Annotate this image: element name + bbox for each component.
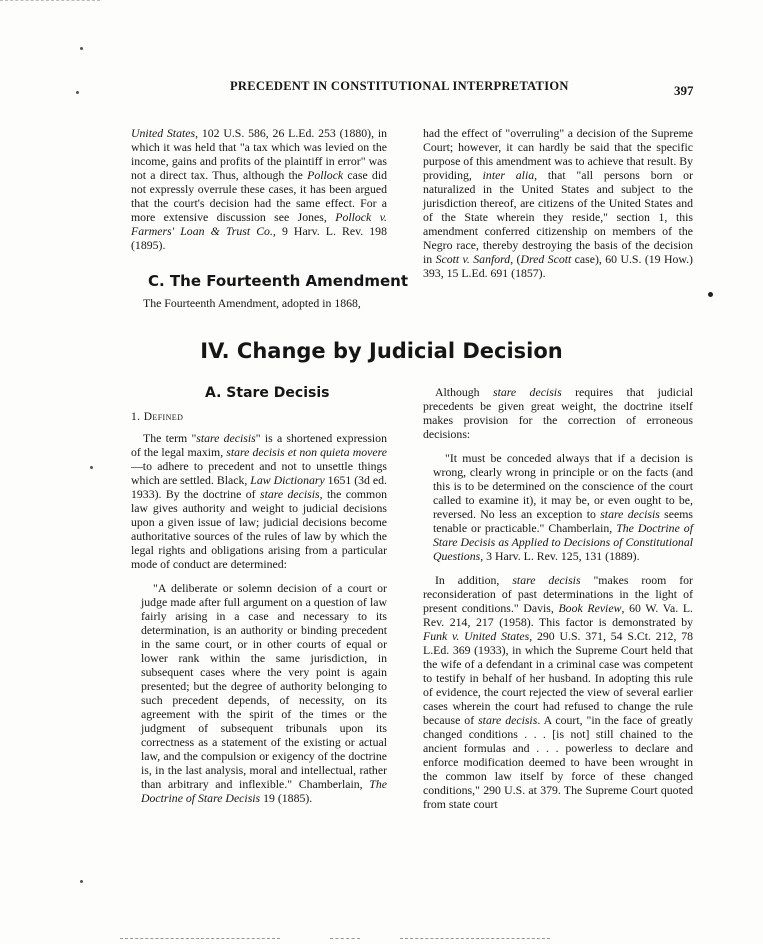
subsubheading-defined: 1. Defined xyxy=(131,411,184,423)
scan-speck xyxy=(80,880,83,883)
paragraph: Although stare decisis requires that judicial precedents be given great weight, the doctrine itself makes provision for the correction of erroneous decisions: xyxy=(423,385,693,441)
scan-speck xyxy=(76,91,79,94)
section-title: IV. Change by Judicial Decision xyxy=(200,339,563,363)
paragraph: The term "stare decisis" is a shortened expression of the legal maxim, stare decisis et non quieta movere—to adhere to precedent and not to unsettle things which are settled. Black, Law Dictionary 1651 (3d ed. 1933). By the doctrine of stare decisis, the common law gives authority and weight to judicial decisions upon a given issue of law; judicial decisions become authoritative sources of the rules of law by which the legal rights and obligations arising from a particular mode of conduct are determined: xyxy=(131,431,388,571)
block-quote: "A deliberate or solemn decision of a court or judge made after full argument on a question of law fairly arising in a case and necessary to its determination, is an authority or binding precedent in the same court, or in other courts of equal or lower rank within the same jurisdiction, in subsequent cases where the very point is again presented; but the degree of authority belonging to such precedent depends, of necessity, on its agreement with the spirit of the times or the judgment of subsequent tribunals upon its correctness as a statement of the existing or actual law, and the compulsion or exigency of the doctrine is, in the last analysis, moral and intellectual, rather than arbitrary and inflexible." Chamberlain, The Doctrine of Stare Decisis 19 (1885). xyxy=(141,581,387,805)
paragraph: In addition, stare decisis "makes room for reconsideration of past determinations in the light of present conditions." Davis, Book Review, 60 W. Va. L. Rev. 214, 217 (1958). This factor is demonstrated by Funk v. United States, 290 U.S. 371, 54 S.Ct. 212, 78 L.Ed. 369 (1933), in which the Supreme Court held that the wife of a defendant in a criminal case was competent to testify in behalf of her husband. In adopting this rule of evidence, the court rejected the view of several earlier cases wherein the court had refused to change the rule because of stare decisis. A court, "in the face of greatly changed conditions . . . [is not] still chained to the ancient formulas and . . . powerless to declare and enforce modification deemed to have been wrought in the common law itself by force of these changed conditions," 290 U.S. at 379. The Supreme Court quoted from state court xyxy=(423,573,694,811)
paragraph: United States, 102 U.S. 586, 26 L.Ed. 253 (1880), in which it was held that "a tax which was levied on the income, gains and profits of the plaintiff in error" was not a direct tax. Thus, although the Pollock case did not expressly overrule these cases, it has been argued that the court's decision had the same effect. For a more extensive discussion see Jones, Pollock v. Farmers' Loan & Trust Co., 9 Harv. L. Rev. 198 (1895). xyxy=(131,126,388,252)
heading-fourteenth-amendment: C. The Fourteenth Amendment xyxy=(148,272,409,290)
paragraph: had the effect of "overruling" a decision of the Supreme Court; however, it can hardly be said that the specific purpose of this amendment was to achieve that result. By providing, inter alia, that "all persons born or naturalized in the United States and subject to the jurisdiction thereof, are citizens of the United States and of the State wherein they reside," section 1, this amendment conferred citizenship on members of the Negro race, thereby destroying the basis of the decision in Scott v. Sanford, (Dred Scott case), 60 U.S. (19 How.) 393, 15 L.Ed. 691 (1857). xyxy=(423,126,693,280)
bottom-right-column xyxy=(423,385,693,811)
scan-artifact-bottom xyxy=(120,938,280,939)
scan-speck xyxy=(80,47,83,50)
block-quote: "It must be conceded always that if a decision is wrong, clearly wrong in principle or on the facts (and this is to be determined on the conscience of the court called to examine it), it may be, or even ought to be, reversed. No less an exception to stare decisis seems tenable or practicable." Chamberlain, The Doctrine of Stare Decisis as Applied to Decisions of Constitutional Questions, 3 Harv. L. Rev. 125, 131 (1889). xyxy=(433,451,693,563)
page-number: 397 xyxy=(674,83,694,98)
scan-artifact-bottom xyxy=(330,938,360,939)
running-header: PRECEDENT IN CONSTITUTIONAL INTERPRETATION xyxy=(230,79,569,93)
top-left-tail xyxy=(131,296,387,310)
top-left-column xyxy=(131,126,387,252)
scan-artifact-bottom xyxy=(400,938,550,939)
subheading-stare-decisis: A. Stare Decisis xyxy=(205,385,330,401)
scan-artifact-top xyxy=(0,0,100,1)
scan-speck xyxy=(90,466,93,469)
top-right-column xyxy=(423,126,693,280)
bottom-left-column xyxy=(131,431,387,805)
scan-dot xyxy=(708,292,713,297)
paragraph: The Fourteenth Amendment, adopted in 1868, xyxy=(143,296,361,310)
